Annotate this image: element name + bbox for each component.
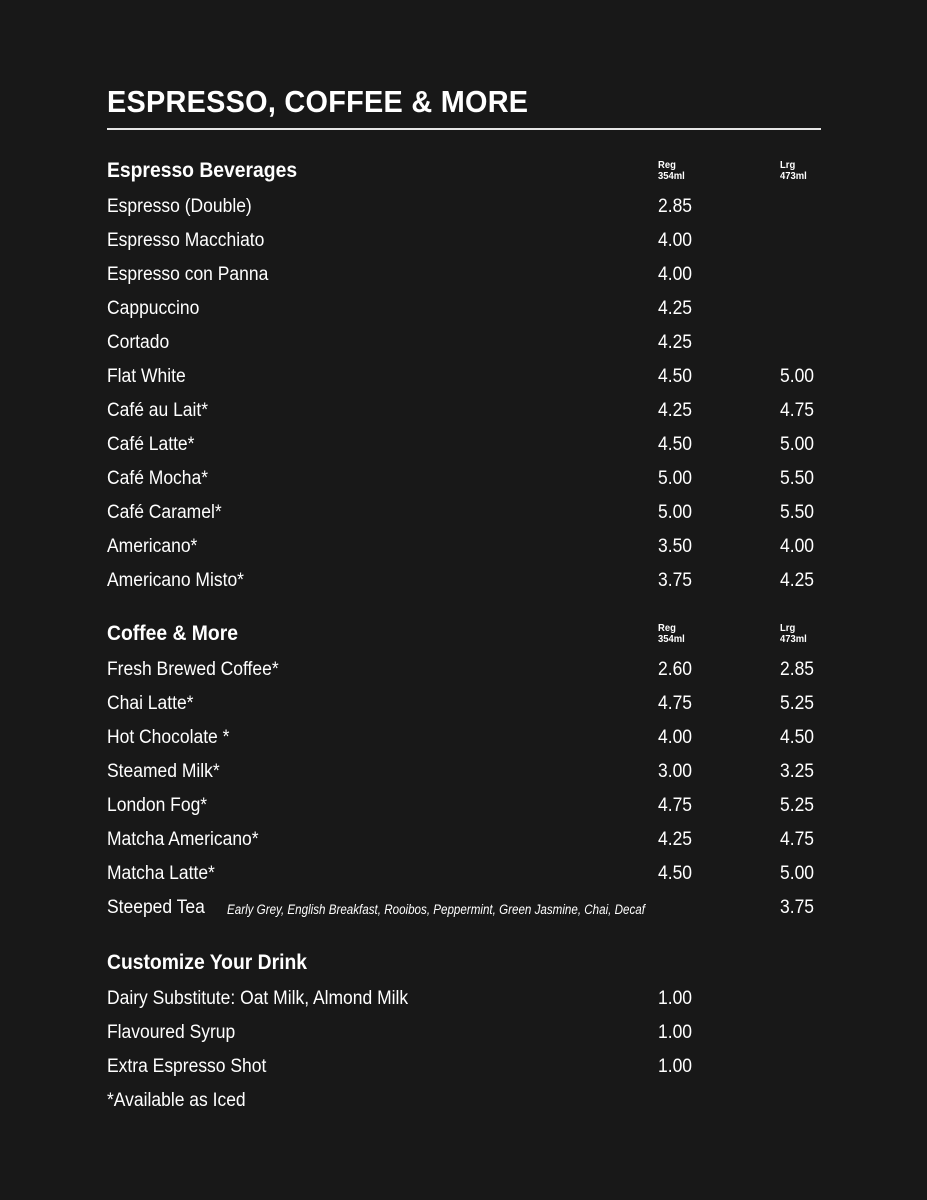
item-name: Steeped Tea — [107, 897, 205, 918]
menu-item — [107, 429, 821, 463]
menu-item — [107, 463, 821, 497]
item-list — [107, 983, 821, 1085]
price-regular: 2.60 — [658, 659, 693, 680]
title-divider — [107, 128, 821, 130]
size-label-regular — [658, 160, 685, 182]
price-large: 5.00 — [780, 366, 815, 387]
item-name: Flavoured Syrup — [107, 1022, 236, 1043]
price-regular: 5.00 — [658, 502, 693, 523]
menu-item — [107, 688, 821, 722]
section-title: Customize Your Drink — [107, 951, 308, 974]
price-large: 5.25 — [780, 693, 815, 714]
item-name: Hot Chocolate * — [107, 727, 230, 748]
price-regular: 4.00 — [658, 230, 693, 251]
menu-item — [107, 1017, 821, 1051]
menu-item — [107, 983, 821, 1017]
item-name: Extra Espresso Shot — [107, 1056, 267, 1077]
item-name: Cappuccino — [107, 298, 200, 319]
item-list — [107, 654, 821, 926]
price: 1.00 — [658, 988, 693, 1009]
menu-item — [107, 293, 821, 327]
price-regular: 4.75 — [658, 795, 693, 816]
price-large: 5.00 — [780, 863, 815, 884]
item-name: Steamed Milk* — [107, 761, 220, 782]
menu-item — [107, 565, 821, 599]
item-name: Fresh Brewed Coffee* — [107, 659, 279, 680]
item-name: Matcha Latte* — [107, 863, 215, 884]
price: 1.00 — [658, 1056, 693, 1077]
price-regular: 3.50 — [658, 536, 693, 557]
size-label-volume: 473ml — [780, 170, 807, 182]
menu-item — [107, 225, 821, 259]
price-regular: 3.75 — [658, 570, 693, 591]
price-regular: 5.00 — [658, 468, 693, 489]
item-name: Cortado — [107, 332, 170, 353]
price-regular: 4.50 — [658, 863, 693, 884]
section-coffee-and-more — [107, 620, 821, 926]
price-regular: 4.25 — [658, 332, 693, 353]
menu-item — [107, 654, 821, 688]
iced-footnote: *Available as Iced — [107, 1090, 246, 1111]
size-label-name: Lrg — [780, 159, 796, 171]
section-espresso-beverages — [107, 157, 821, 599]
menu-item — [107, 722, 821, 756]
item-name: Café au Lait* — [107, 400, 209, 421]
price-regular: 4.75 — [658, 693, 693, 714]
item-name: London Fog* — [107, 795, 208, 816]
item-name: Matcha Americano* — [107, 829, 259, 850]
size-label-volume: 473ml — [780, 633, 807, 645]
price-large: 2.85 — [780, 659, 815, 680]
item-name: Café Latte* — [107, 434, 195, 455]
menu-item — [107, 1051, 821, 1085]
size-label-large — [780, 160, 807, 182]
size-label-volume: 354ml — [658, 170, 685, 182]
price-large: 5.00 — [780, 434, 815, 455]
section-header — [107, 949, 821, 983]
price-large: 5.50 — [780, 502, 815, 523]
size-label-regular — [658, 623, 685, 645]
size-label-name: Lrg — [780, 622, 796, 634]
item-name: Dairy Substitute: Oat Milk, Almond Milk — [107, 988, 409, 1009]
price-large: 3.25 — [780, 761, 815, 782]
price-regular: 4.25 — [658, 400, 693, 421]
menu-item — [107, 531, 821, 565]
price-regular: 4.00 — [658, 264, 693, 285]
item-name: Americano* — [107, 536, 198, 557]
item-name: Espresso Macchiato — [107, 230, 265, 251]
price-large: 4.75 — [780, 829, 815, 850]
price-large: 4.75 — [780, 400, 815, 421]
menu-item — [107, 858, 821, 892]
menu-item — [107, 191, 821, 225]
price-regular: 4.50 — [658, 366, 693, 387]
price-regular: 2.85 — [658, 196, 693, 217]
item-name: Café Caramel* — [107, 502, 222, 523]
price-regular: 4.25 — [658, 829, 693, 850]
menu-item — [107, 361, 821, 395]
menu-item — [107, 395, 821, 429]
item-name: Chai Latte* — [107, 693, 194, 714]
price-regular: 4.00 — [658, 727, 693, 748]
item-name: Americano Misto* — [107, 570, 244, 591]
menu-item — [107, 259, 821, 293]
price: 1.00 — [658, 1022, 693, 1043]
item-name: Flat White — [107, 366, 186, 387]
item-description: Early Grey, English Breakfast, Rooibos, Peppermint, Green Jasmine, Chai, Decaf — [227, 902, 645, 917]
price-large: 4.00 — [780, 536, 815, 557]
section-header — [107, 157, 821, 191]
menu-item — [107, 756, 821, 790]
price-regular: 3.00 — [658, 761, 693, 782]
price-regular: 4.50 — [658, 434, 693, 455]
item-name: Café Mocha* — [107, 468, 209, 489]
menu-item — [107, 824, 821, 858]
menu-item — [107, 790, 821, 824]
page-title: ESPRESSO, COFFEE & MORE — [107, 84, 529, 119]
menu-item-steeped-tea — [107, 892, 821, 926]
size-label-name: Reg — [658, 622, 676, 634]
price-large: 3.75 — [780, 897, 815, 918]
item-list — [107, 191, 821, 599]
item-name: Espresso (Double) — [107, 196, 252, 217]
section-title: Coffee & More — [107, 622, 238, 645]
price-large: 5.50 — [780, 468, 815, 489]
size-label-volume: 354ml — [658, 633, 685, 645]
section-header — [107, 620, 821, 654]
menu-item — [107, 327, 821, 361]
price-large: 4.25 — [780, 570, 815, 591]
section-title: Espresso Beverages — [107, 159, 298, 182]
menu-item — [107, 497, 821, 531]
price-large: 4.50 — [780, 727, 815, 748]
item-name: Espresso con Panna — [107, 264, 269, 285]
size-label-name: Reg — [658, 159, 676, 171]
size-label-large — [780, 623, 807, 645]
section-customize-your-drink — [107, 949, 821, 1085]
price-regular: 4.25 — [658, 298, 693, 319]
price-large: 5.25 — [780, 795, 815, 816]
